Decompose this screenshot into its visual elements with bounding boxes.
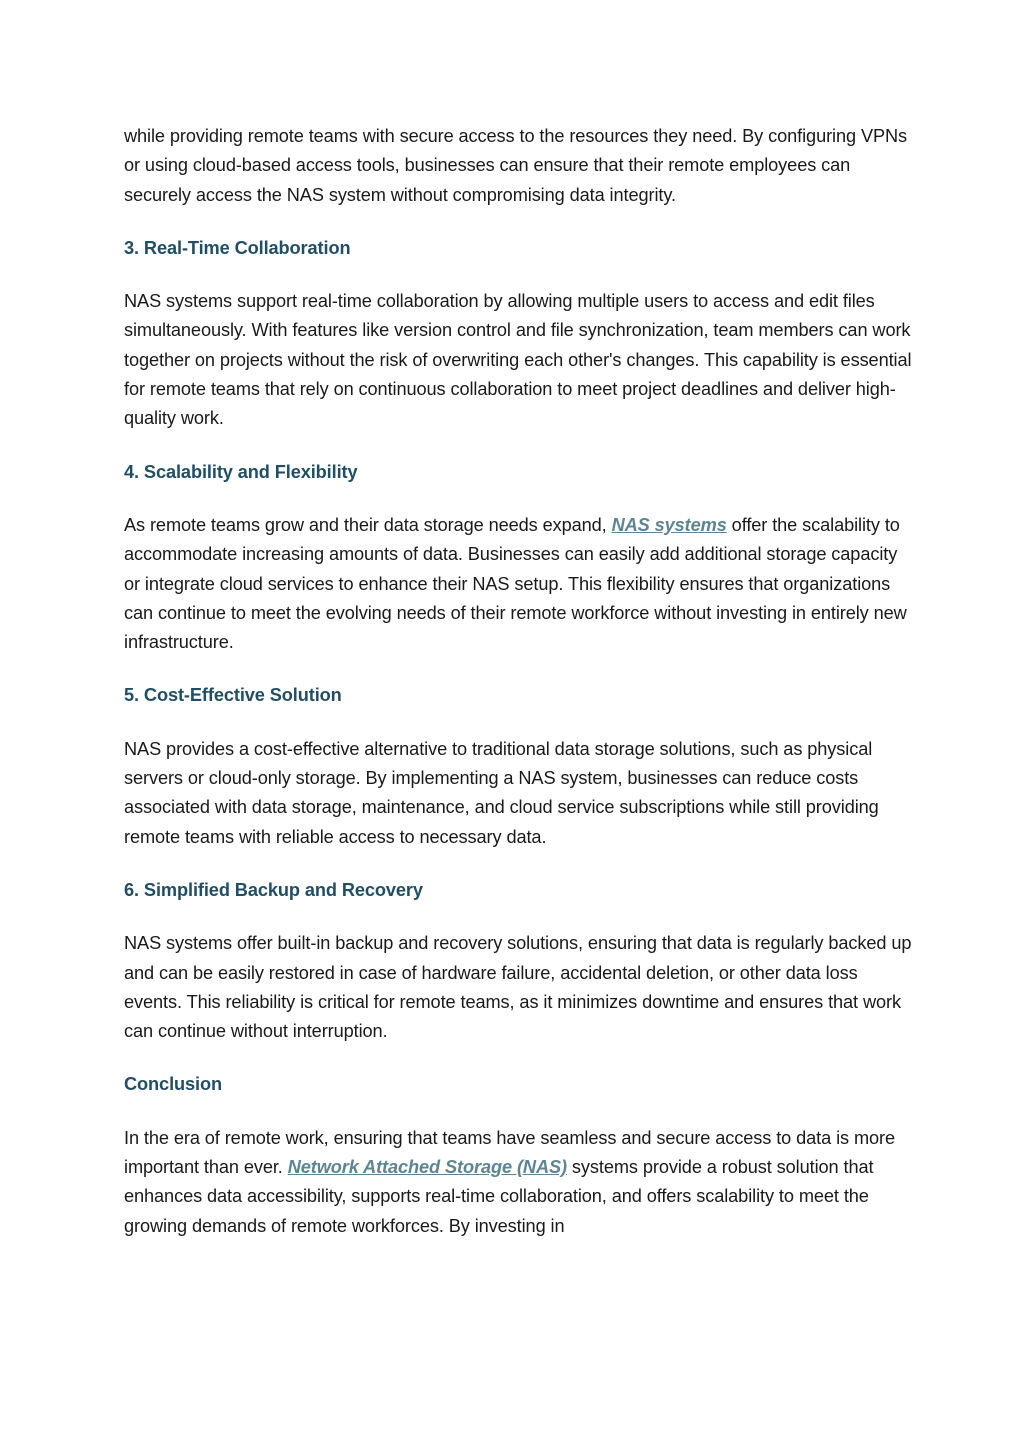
body-text: In the era of remote work, ensuring that teams have seamless and secure access to data is more important than ever. [124, 1127, 896, 1178]
body-text: offer the scalability to accommodate increasing amounts of data. Businesses can easily add additional storage capacity or integrate cloud services to enhance their NAS setup. This flexibility ensures that organizations can continue to meet the evolving needs of their remote workforce without investing in entirely new infrastructure. [124, 514, 907, 653]
intro-paragraph: while providing remote teams with secure access to the resources they need. By configuring VPNs or using cloud-based access tools, businesses can ensure that their remote employees can securely access the NAS system without compromising data integrity. [124, 126, 908, 205]
section-body-backup-recovery: NAS systems offer built-in backup and recovery solutions, ensuring that data is regularly backed up and can be easily restored in case of hardware failure, accidental deletion, or other data loss events. This reliability is critical for remote teams, as it minimizes downtime and ensures that work can continue without interruption. [124, 933, 912, 1042]
section-heading-conclusion: Conclusion [124, 1074, 223, 1095]
section-body-cost-effective: NAS provides a cost-effective alternative to traditional data storage solutions, such as physical servers or cloud-only storage. By implementing a NAS system, businesses can reduce costs associated with data storage, maintenance, and cloud service subscriptions while still providing remote teams with reliable access to necessary data. [124, 738, 879, 847]
network-attached-storage-link[interactable]: Network Attached Storage (NAS) [287, 1157, 567, 1178]
section-body-conclusion [124, 1124, 914, 1241]
body-text: systems provide a robust solution that enhances data accessibility, supports real-time collaboration, and offers scalability to meet the growing demands of remote workforces. By investing in [124, 1157, 874, 1236]
section-body-scalability [124, 511, 914, 657]
section-heading-backup-recovery: 6. Simplified Backup and Recovery [124, 879, 423, 900]
section-heading-real-time-collaboration: 3. Real-Time Collaboration [124, 237, 351, 258]
body-text: As remote teams grow and their data storage needs expand, [124, 514, 612, 535]
section-heading-cost-effective: 5. Cost-Effective Solution [124, 685, 342, 706]
document-page [124, 122, 914, 1241]
nas-systems-link[interactable]: NAS systems [611, 514, 727, 535]
section-body-real-time-collaboration: NAS systems support real-time collaboration by allowing multiple users to access and edit files simultaneously. With features like version control and file synchronization, team members can work together on projects without the risk of overwriting each other's changes. This capability is essential for remote teams that rely on continuous collaboration to meet project deadlines and deliver high-quality work. [124, 291, 912, 429]
section-heading-scalability: 4. Scalability and Flexibility [124, 461, 358, 482]
